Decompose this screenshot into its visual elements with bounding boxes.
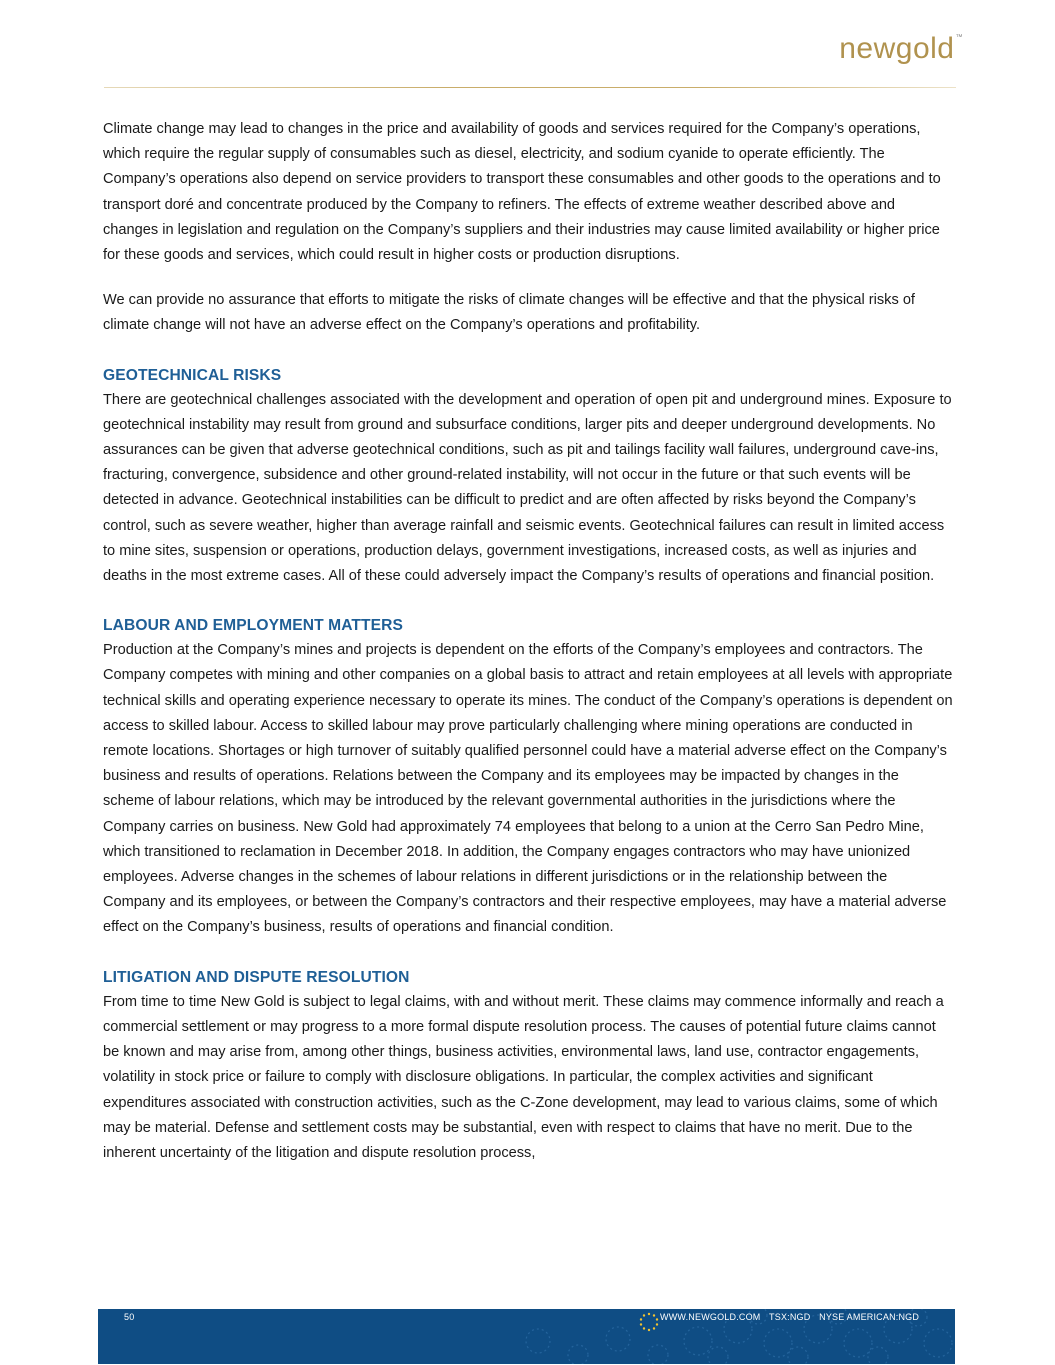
page-header bbox=[0, 0, 1055, 95]
footer-website-link[interactable]: WWW.NEWGOLD.COM bbox=[660, 1312, 761, 1322]
labour-employment-heading: LABOUR AND EMPLOYMENT MATTERS bbox=[103, 617, 404, 635]
page-number: 50 bbox=[124, 1312, 135, 1322]
labour-employment-body: Production at the Company’s mines and projects is dependent on the efforts of the Company’s employees and contractors. The Company competes with mining and other companies on a global basis to attract and retain employees at all levels with appropriate technical skills and operating experience necessary to operate its mines. The conduct of the Company’s operations is dependent on access to skilled labour. Access to skilled labour may prove particularly challenging where mining operations are conducted in remote locations. Shortages or high turnover of suitably qualified personnel could have a material adverse effect on the Company’s business and results of operations. Relations between the Company and its employees may be impacted by changes in the scheme of labour relations, which may be introduced by the relevant governmental authorities in the jurisdictions where the Company carries on business. New Gold had approximately 74 employees that belong to a union at the Cerro San Pedro Mine, which transitioned to reclamation in December 2018. In addition, the Company engages contractors who may have unionized employees. Adverse changes in the schemes of labour relations in different jurisdictions or in the relationship between the Company and its employees, or between the Company’s contractors and their respective employees, may have a material adverse effect on the Company’s business, results of operations and financial condition. bbox=[103, 642, 953, 936]
intro-paragraph-2: We can provide no assurance that efforts to mitigate the risks of climate changes will be effective and that the physical risks of climate change will not have an adverse effect on the Company’s operations and profitability. bbox=[103, 292, 915, 334]
litigation-dispute-heading: LITIGATION AND DISPUTE RESOLUTION bbox=[103, 968, 410, 986]
footer-info bbox=[660, 1312, 925, 1322]
page-footer bbox=[98, 1309, 955, 1364]
intro-paragraph-1: Climate change may lead to changes in the price and availability of goods and services required for the Company’s operations, which require the regular supply of consumables such as diesel, electricity, and sodium cyanide to operate efficiently. The Company’s operations also depend on service providers to transport these consumables and other goods to the operations and to transport doré and concentrate produced by the Company to refiners. The effects of extreme weather described above and changes in legislation and regulation on the Company’s suppliers and their industries may cause limited availability or higher price for these goods and services, which could result in higher costs or production disruptions. bbox=[103, 121, 941, 264]
document-body bbox=[103, 117, 953, 1166]
geotechnical-risks-body: There are geotechnical challenges associated with the development and operation of open pit and underground mines. Exposure to geotechnical instability may result from ground and subsurface conditions, larger pits and deeper underground developments. No assurances can be given that adverse geotechnical conditions, such as pit and tailings facility wall failures, underground cave-ins, fracturing, convergence, subsidence and other ground-related instability, will not occur in the future or that such events will be detected in advance. Geotechnical instabilities can be difficult to predict and are often affected by risks beyond the Company’s control, such as severe weather, higher than average rainfall and seismic events. Geotechnical failures can result in limited access to mine sites, suspension or operations, production delays, government investigations, increased costs, as well as injuries and deaths in the most extreme cases. All of these could adversely impact the Company’s results of operations and financial position. bbox=[103, 391, 952, 585]
header-divider bbox=[104, 87, 956, 88]
litigation-dispute-body: From time to time New Gold is subject to legal claims, with and without merit. These claims may commence informally and reach a commercial settlement or may progress to a more formal dispute resolution process. The causes of potential future claims cannot be known and may arise from, among other things, business activities, environmental laws, land use, contractor engagements, volatility in stock price or failure to comply with disclosure obligations. In particular, the complex activities and significant expenditures associated with construction activities, such as the C-Zone development, may lead to various claims, some of which may be material. Defense and settlement costs may be substantial, even with respect to claims that have no merit. Due to the inherent uncertainty of the litigation and dispute resolution process, bbox=[103, 993, 944, 1161]
newgold-logo bbox=[839, 34, 963, 64]
geotechnical-risks-heading: GEOTECHNICAL RISKS bbox=[103, 366, 282, 384]
footer-nyse-ticker: NYSE AMERICAN:NGD bbox=[819, 1312, 920, 1322]
footer-tsx-ticker: TSX:NGD bbox=[769, 1312, 811, 1322]
logo-trademark: ™ bbox=[955, 34, 963, 41]
eu-star-ring-icon bbox=[636, 1311, 662, 1333]
logo-text: newgold bbox=[839, 32, 955, 65]
